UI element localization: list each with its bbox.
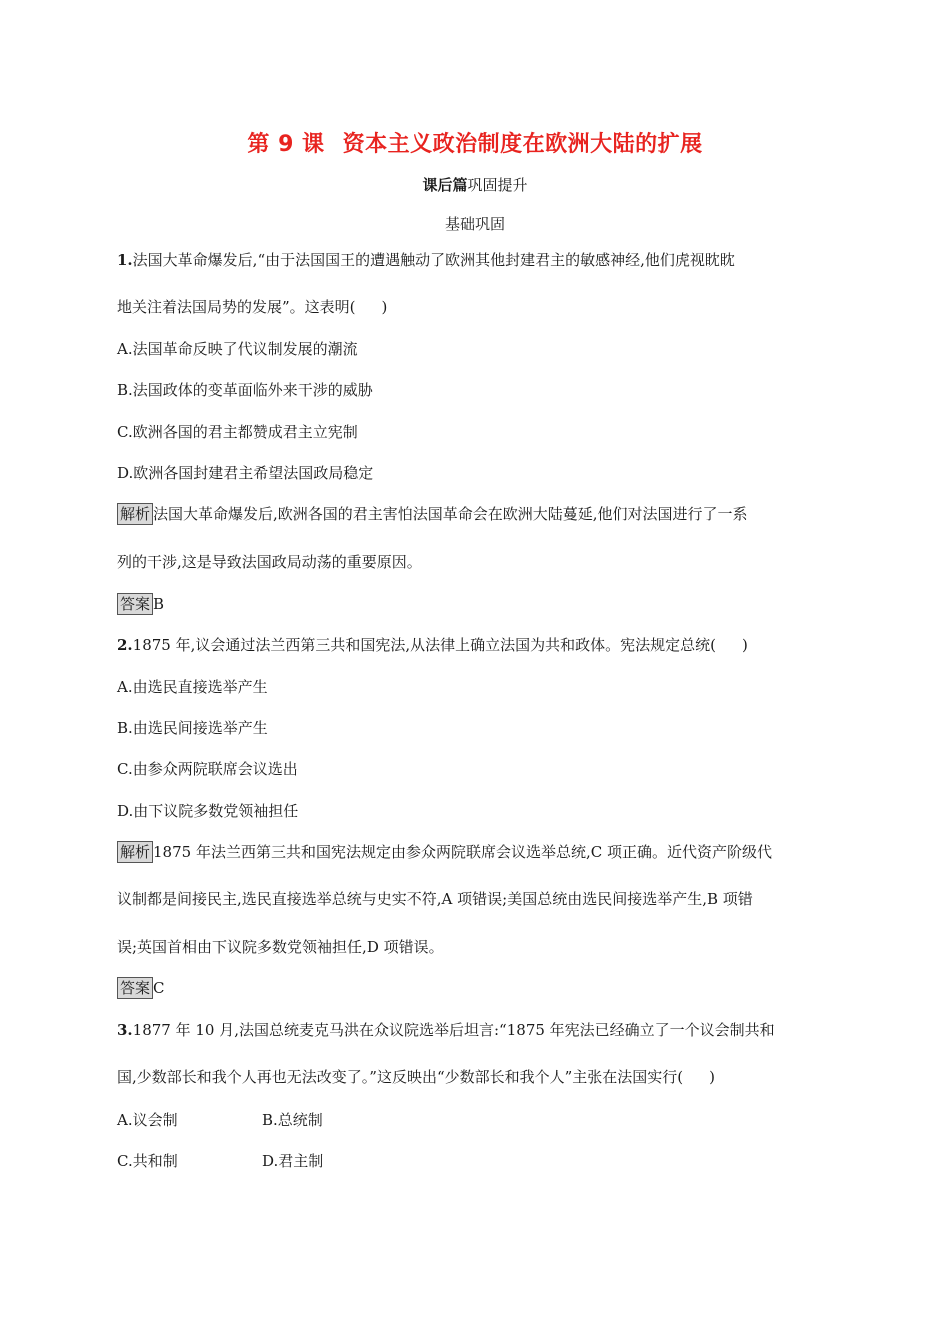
section-heading: 基础巩固 [444,215,505,233]
q2-stem-line1: 2.1875 年,议会通过法兰西第三共和国宪法,从法律上确立法国为共和政体。宪法规定总统( ) [117,636,748,654]
q3-stem-line1: 3.1877 年 10 月,法国总统麦克马洪在众议院选举后坦言:“1875 年宪法已经确立了一个议会制共和 [117,1021,775,1039]
lesson-name: 资本主义政治制度在欧洲大陆的扩展 [342,132,703,157]
q2-analysis-line2: 议制都是间接民主,选民直接选举总统与史实不符,A 项错误;美国总统由选民间接选举产生,B 项错 [117,890,753,908]
q3-option-c: C.共和制 [117,1152,178,1170]
q1-number: 1. [117,251,133,269]
q3-stem-line2: 国,少数部长和我个人再也无法改变了。”这反映出“少数部长和我个人”主张在法国实行( ) [117,1068,715,1086]
analysis-tag: 解析 [117,841,153,863]
q1-stem-line2: 地关注着法国局势的发展”。这表明( ) [117,298,388,316]
q2-analysis-line1: 解析 1875 年法兰西第三共和国宪法规定由参众两院联席会议选举总统,C 项正确。近代资产阶级代 [117,841,772,863]
q1-answer [117,593,164,615]
analysis-tag: 解析 [117,503,153,525]
answer-tag: 答案 [117,593,153,615]
lesson-title [0,127,950,158]
q1-analysis-line1: 解析 法国大革命爆发后,欧洲各国的君主害怕法国革命会在欧洲大陆蔓延,他们对法国进行了一系 [117,503,748,525]
q1-stem-line1: 1.法国大革命爆发后,“由于法国国王的遭遇触动了欧洲其他封建君主的敏感神经,他们虎视眈眈 [117,251,735,269]
q2-number: 2. [117,636,133,654]
subtitle-rest: 巩固提升 [467,176,528,194]
q1-option-a: A.法国革命反映了代议制发展的潮流 [117,340,358,358]
q3-option-a: A.议会制 [117,1111,178,1129]
q1-option-d: D.欧洲各国封建君主希望法国政局稳定 [117,464,374,482]
q3-option-d: D.君主制 [262,1152,324,1170]
q3-option-b: B.总统制 [262,1111,323,1129]
lesson-number: 第 9 课 [247,132,325,157]
q1-option-b: B.法国政体的变革面临外来干涉的威胁 [117,381,373,399]
subtitle [0,174,950,195]
q2-analysis-line3: 误;英国首相由下议院多数党领袖担任,D 项错误。 [117,938,444,956]
answer-tag: 答案 [117,977,153,999]
q1-answer-value: B [153,595,165,613]
q2-answer [117,977,165,999]
q2-option-b: B.由选民间接选举产生 [117,719,268,737]
q3-number: 3. [117,1021,133,1039]
q2-option-d: D.由下议院多数党领袖担任 [117,802,299,820]
q2-option-c: C.由参众两院联席会议选出 [117,760,298,778]
q1-analysis-line2: 列的干涉,这是导致法国政局动荡的重要原因。 [117,553,422,571]
subtitle-bold: 课后篇 [422,176,468,194]
q2-answer-value: C [153,979,165,997]
q1-option-c: C.欧洲各国的君主都赞成君主立宪制 [117,423,358,441]
q2-option-a: A.由选民直接选举产生 [117,678,268,696]
